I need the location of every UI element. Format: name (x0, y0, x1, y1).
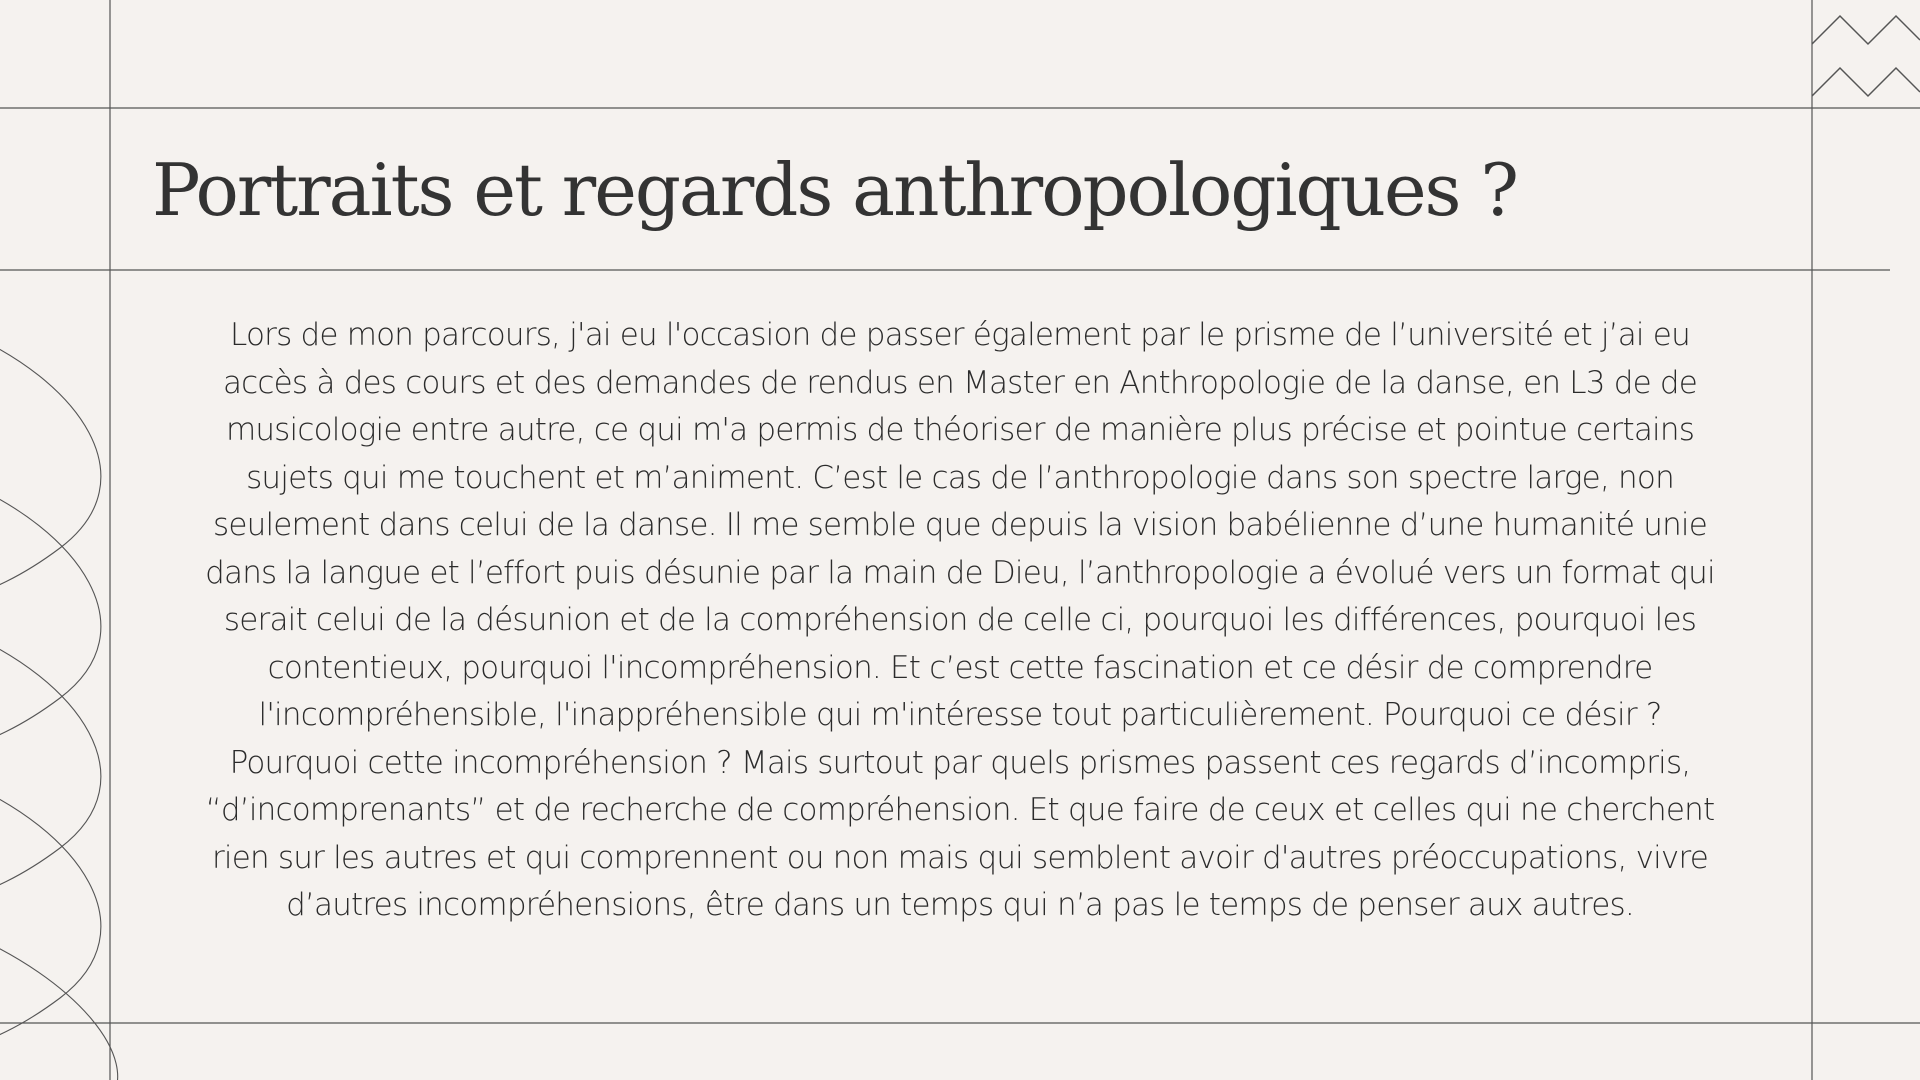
slide-title: Portraits et regards anthropologiques ? (152, 148, 1517, 232)
wave-loop-ornament (0, 330, 118, 1080)
zigzag-ornament (1812, 16, 1920, 96)
body-paragraph: Lors de mon parcours, j'ai eu l'occasion de passer également par le prisme de l’université et j’ai eu accès à des cours et des demandes de rendus en Master en Anthropologie de la danse, en L3 de de musicologie entre autre, ce qui m'a permis de théoriser de manière plus précise et pointue certains sujets qui me touchent et m’animent. C’est le cas de l’anthropologie dans son spectre large, non seulement dans celui de la danse. Il me semble que depuis la vision babélienne d’une humanité unie dans la langue et l’effort puis désunie par la main de Dieu, l’anthropologie a évolué vers un format qui serait celui de la désunion et de la compréhension de celle ci, pourquoi les différences, pourquoi les contentieux, pourquoi l'incompréhension. Et c’est cette fascination et ce désir de comprendre l'incompréhensible, l'inappréhensible qui m'intéresse tout particulièrement. Pourquoi ce désir ? Pourquoi cette incompréhension ? Mais surtout par quels prismes passent ces regards d’incompris, “d’incomprenants” et de recherche de compréhension. Et que faire de ceux et celles qui ne cherchent rien sur les autres et qui comprennent ou non mais qui semblent avoir d'autres préoccupations, vivre d’autres incompréhensions, être dans un temps qui n’a pas le temps de penser aux autres. (205, 317, 1715, 923)
